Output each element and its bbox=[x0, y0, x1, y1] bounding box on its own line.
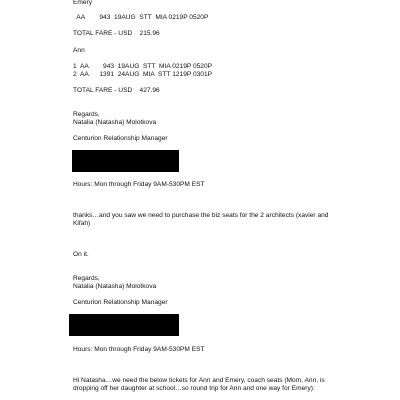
message-on-it: On it. bbox=[73, 251, 89, 258]
signature-title-1: Centurion Relationship Manager bbox=[73, 135, 168, 142]
signature-hours-1: Hours: Mon through Friday 9AM-530PM EST bbox=[73, 181, 205, 188]
message-line-1: thanks…and you saw we need to purchase the biz seats for the 2 architects (xavier and bbox=[73, 212, 329, 219]
total-fare-ann: TOTAL FARE - USD 427.96 bbox=[73, 87, 160, 94]
message-request-line-1: Hi Natasha…we need the below tickets for Ann and Emery, coach seats (Mom, Ann, is bbox=[73, 377, 325, 384]
signature-regards-2: Regards, bbox=[73, 275, 100, 282]
signature-name-2: Natalia (Natasha) Molotkova bbox=[73, 283, 157, 290]
redacted-block-2 bbox=[69, 314, 179, 336]
flight-line-ann-1: 1 AA 943 19AUG STT MIA 0219P 0520P bbox=[73, 63, 213, 70]
passenger-name-ann: Ann bbox=[73, 47, 85, 54]
total-fare-emery: TOTAL FARE - USD 215.96 bbox=[73, 30, 160, 37]
passenger-name-emery: Emery bbox=[73, 0, 93, 6]
signature-regards-1: Regards, bbox=[73, 111, 100, 118]
flight-line-emery: AA 943 19AUG STT MIA 0219P 0520P bbox=[73, 14, 209, 21]
flight-line-ann-2: 2 AA 1391 24AUG MIA STT 1219P 0301P bbox=[73, 71, 213, 78]
signature-hours-2: Hours: Mon through Friday 9AM-530PM EST bbox=[73, 346, 205, 353]
message-line-1-cont: Kifah) bbox=[73, 220, 91, 227]
signature-name-1: Natalia (Natasha) Molotkova bbox=[73, 119, 157, 126]
redacted-block-1 bbox=[72, 150, 179, 172]
message-request-line-2: dropping off her daughter at school…so round trip for Ann and one way for Emery): bbox=[73, 385, 315, 392]
signature-title-2: Centurion Relationship Manager bbox=[73, 299, 168, 306]
